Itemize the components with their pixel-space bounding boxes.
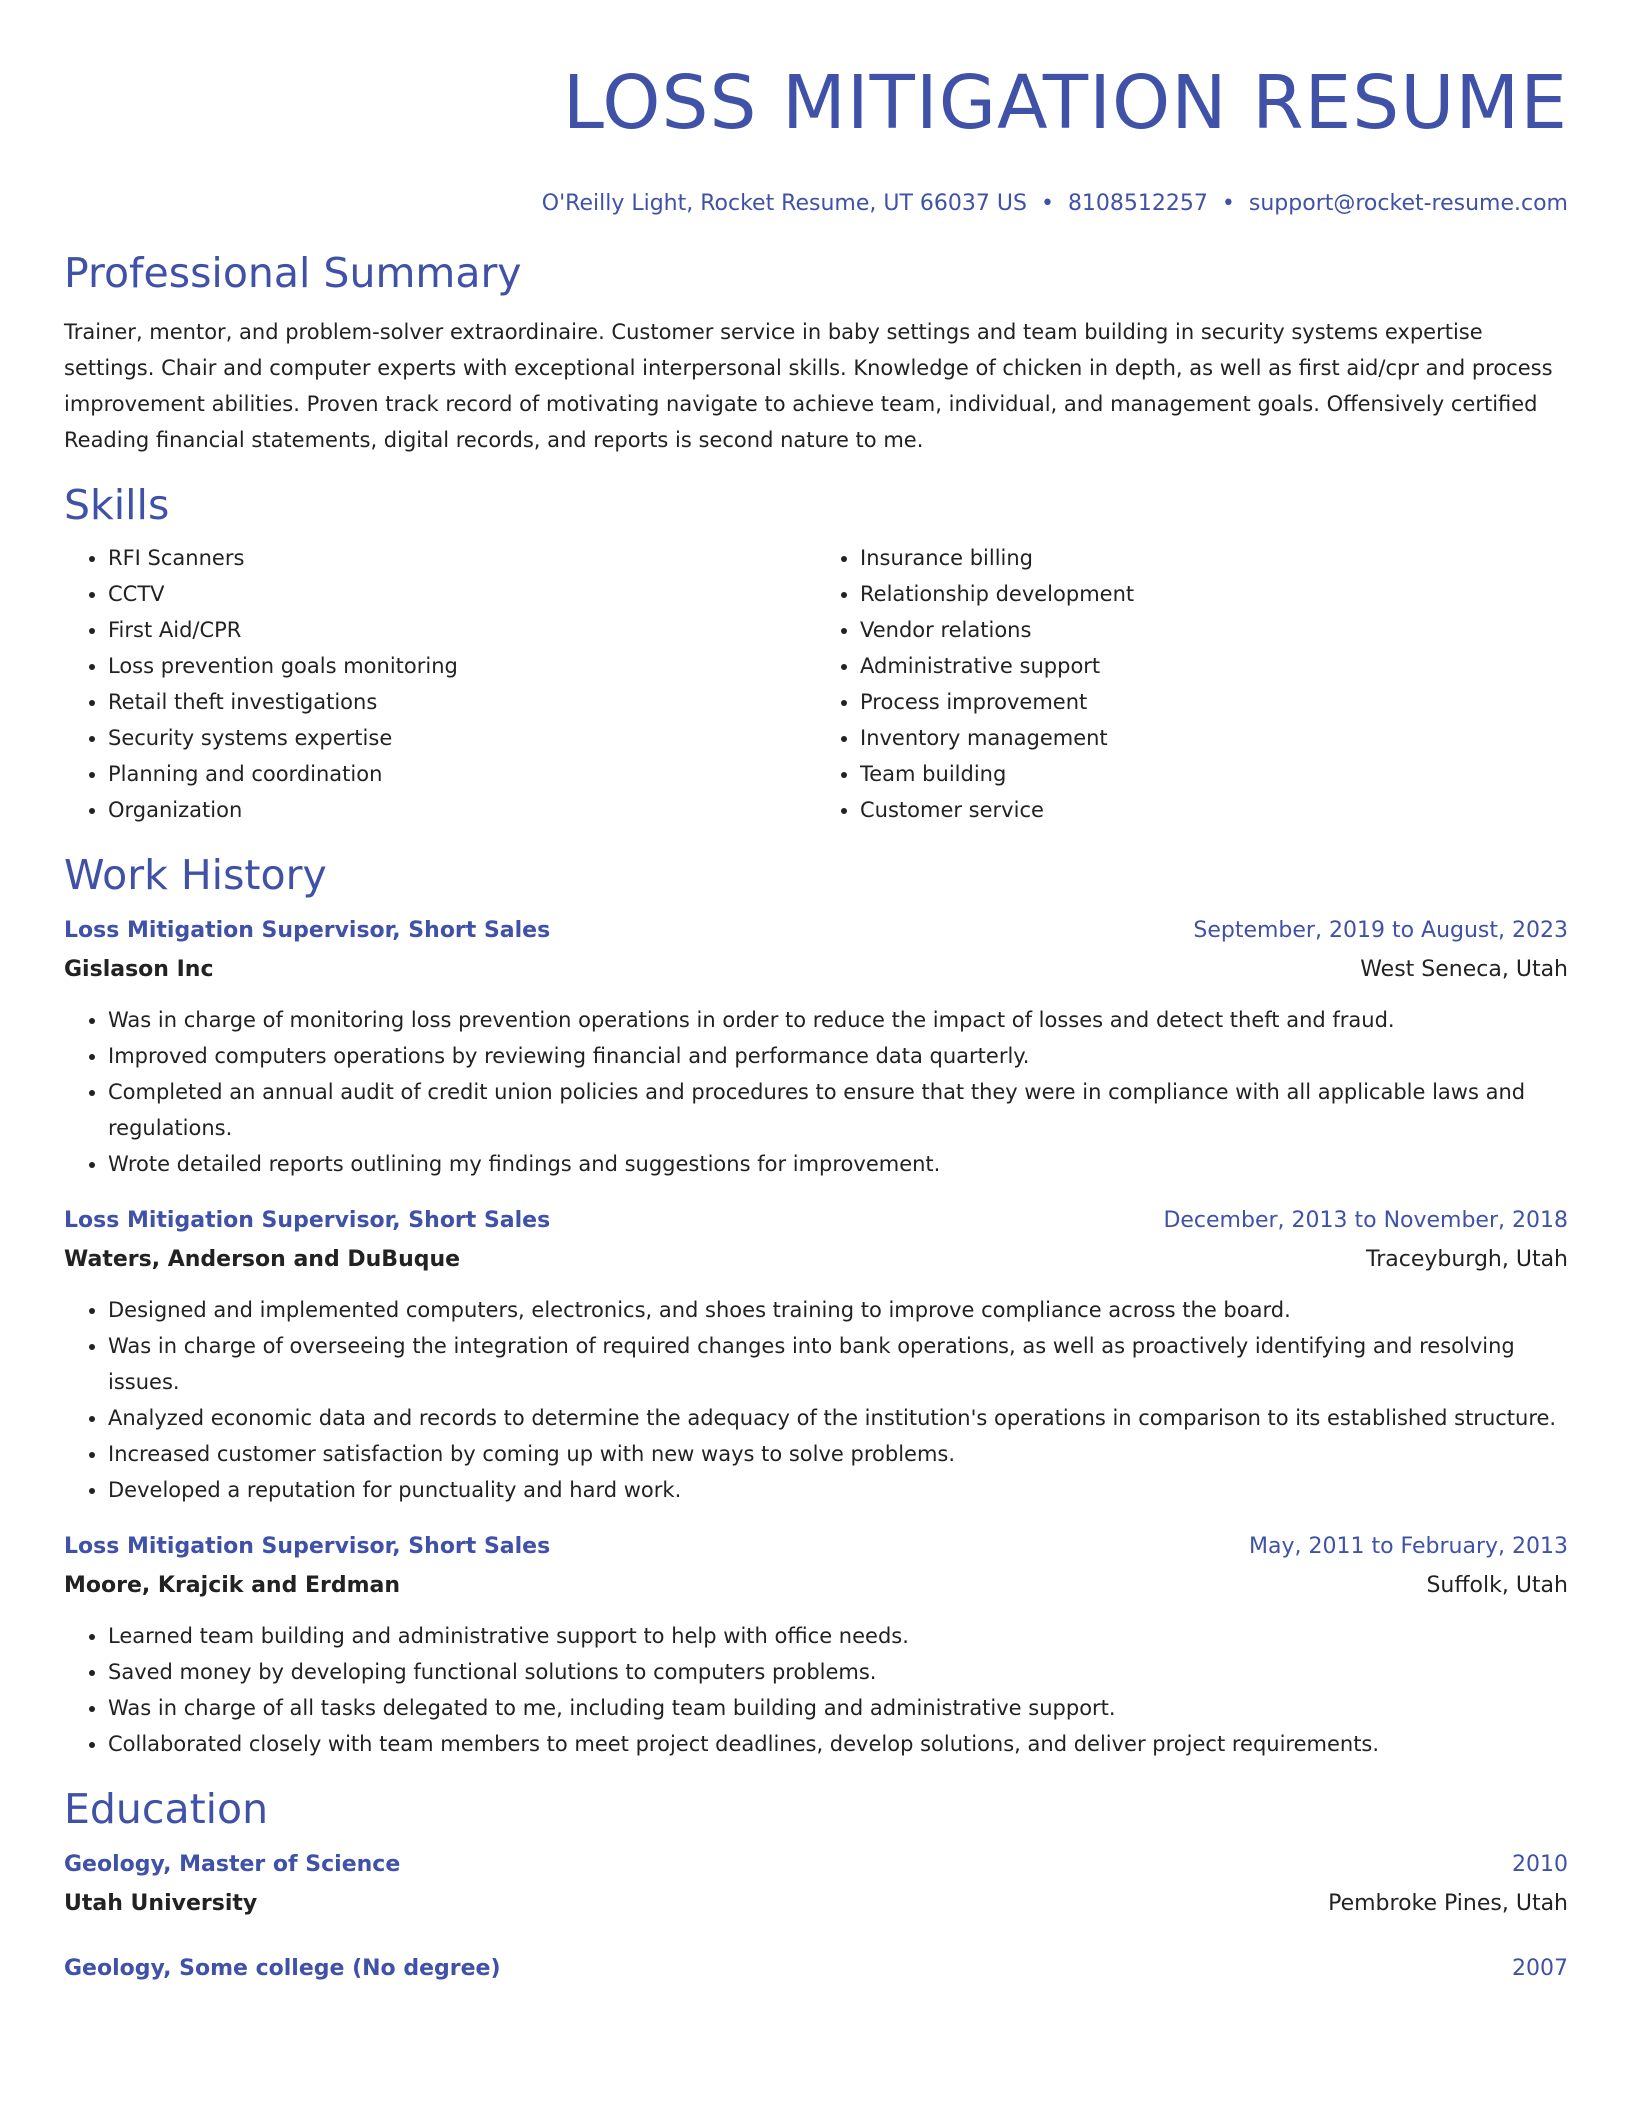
job-bullet: • Was in charge of monitoring loss prevention operations in order to reduce the impact of losses and detect theft and fraud. [108,1002,1568,1038]
job-company: Waters, Anderson and DuBuque [64,1247,461,1272]
skill-item: • Security systems expertise [108,720,816,756]
contact-line [64,188,1568,220]
education-year: 2010 [1512,1852,1568,1877]
skill-item: • Retail theft investigations [108,684,816,720]
job-role: Loss Mitigation Supervisor, Short Sales [64,1534,551,1559]
job-bullet: • Designed and implemented computers, electronics, and shoes training to improve compliance across the board. [108,1292,1568,1328]
education-subheader [64,1886,1568,1922]
education-entry [64,1952,1568,1986]
job-company: Gislason Inc [64,957,214,982]
job-role: Loss Mitigation Supervisor, Short Sales [64,918,551,943]
job-subheader [64,1568,1568,1604]
job-header [64,914,1568,948]
education-degree: Geology, Master of Science [64,1852,401,1877]
job-entry [64,1530,1568,1762]
job-bullet: • Developed a reputation for punctuality and hard work. [108,1472,1568,1508]
skill-item: • Planning and coordination [108,756,816,792]
job-bullet: • Was in charge of overseeing the integration of required changes into bank operations, as well as proactively identifying and resolving issues. [108,1328,1568,1400]
job-bullet: • Wrote detailed reports outlining my findings and suggestions for improvement. [108,1146,1568,1182]
job-bullet: • Learned team building and administrative support to help with office needs. [108,1618,1568,1654]
work-history-heading: Work History [64,851,327,899]
job-bullets [64,1002,1568,1182]
job-header [64,1530,1568,1564]
education-heading: Education [64,1785,269,1833]
contact-separator: • [1040,191,1054,216]
skill-item: • Customer service [860,792,1568,828]
skill-item: • CCTV [108,576,816,612]
job-company: Moore, Krajcik and Erdman [64,1573,401,1598]
education-entry [64,1848,1568,1922]
skill-item: • RFI Scanners [108,540,816,576]
job-header [64,1204,1568,1238]
skill-item: • Team building [860,756,1568,792]
job-bullet: • Analyzed economic data and records to determine the adequacy of the institution's operations in comparison to its established structure. [108,1400,1568,1436]
job-bullet: • Completed an annual audit of credit union policies and procedures to ensure that they were in compliance with all applicable laws and regulations. [108,1074,1568,1146]
skills-right-column [816,540,1568,828]
job-role: Loss Mitigation Supervisor, Short Sales [64,1208,551,1233]
job-location: Traceyburgh, Utah [1366,1247,1568,1272]
summary-heading: Professional Summary [64,249,522,297]
contact-separator: • [1221,191,1235,216]
education-location: Pembroke Pines, Utah [1328,1891,1568,1916]
education-degree: Geology, Some college (No degree) [64,1956,501,1981]
resume-title: LOSS MITIGATION RESUME [562,60,1568,146]
skill-item: • Organization [108,792,816,828]
job-entry [64,914,1568,1182]
education-year: 2007 [1512,1956,1568,1981]
job-subheader [64,1242,1568,1278]
education-school: Utah University [64,1891,258,1916]
job-bullet: • Improved computers operations by reviewing financial and performance data quarterly. [108,1038,1568,1074]
job-bullet: • Saved money by developing functional solutions to computers problems. [108,1654,1568,1690]
contact-address: O'Reilly Light, Rocket Resume, UT 66037 US [541,191,1027,216]
skill-item: • First Aid/CPR [108,612,816,648]
contact-phone: 8108512257 [1067,191,1208,216]
contact-email[interactable]: support@rocket-resume.com [1248,191,1568,216]
education-header [64,1848,1568,1882]
skill-item: • Process improvement [860,684,1568,720]
skill-item: • Relationship development [860,576,1568,612]
education-header [64,1952,1568,1986]
skills-left-column [64,540,816,828]
job-location: West Seneca, Utah [1360,957,1568,982]
job-bullets [64,1292,1568,1508]
skill-item: • Administrative support [860,648,1568,684]
job-dates: September, 2019 to August, 2023 [1193,918,1568,943]
job-dates: December, 2013 to November, 2018 [1163,1208,1568,1233]
summary-text: Trainer, mentor, and problem-solver extraordinaire. Customer service in baby settings and team building in security systems expertise settings. Chair and computer experts with exceptional interpersonal skills. Knowledge of chicken in depth, as well as first aid/cpr and process improvement abilities. Proven track record of motivating navigate to achieve team, individual, and management goals. Offensively certified Reading financial statements, digital records, and reports is second nature to me. [64,320,1553,452]
job-bullet: • Collaborated closely with team members to meet project deadlines, develop solutions, and deliver project requirements. [108,1726,1568,1762]
job-bullets [64,1618,1568,1762]
job-location: Suffolk, Utah [1426,1573,1568,1598]
skill-item: • Loss prevention goals monitoring [108,648,816,684]
skills-list [64,540,1568,828]
skill-item: • Insurance billing [860,540,1568,576]
job-dates: May, 2011 to February, 2013 [1249,1534,1568,1559]
job-bullet: • Increased customer satisfaction by coming up with new ways to solve problems. [108,1436,1568,1472]
job-entry [64,1204,1568,1508]
skill-item: • Inventory management [860,720,1568,756]
job-bullet: • Was in charge of all tasks delegated to me, including team building and administrative support. [108,1690,1568,1726]
job-subheader [64,952,1568,988]
skill-item: • Vendor relations [860,612,1568,648]
skills-heading: Skills [64,481,170,529]
